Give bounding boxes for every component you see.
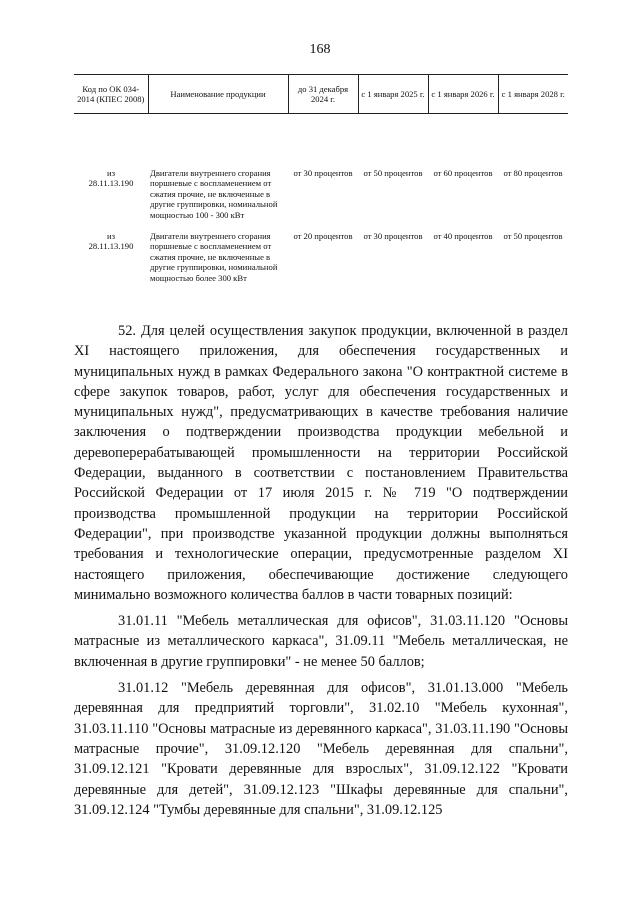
- row-code-cell: [74, 114, 148, 221]
- row-code: 28.11.13.190: [88, 178, 134, 189]
- paragraph-wooden-furniture: 31.01.12 "Мебель деревянная для офисов", 31.01.13.000 "Мебель деревянная для предприятий торговли", 31.02.10 "Мебель кухонная", 31.03.11.110 "Основы матрасные из деревянного каркаса", 31.03.11.190 "Основы матрасные прочие", 31.09.12.120 "Мебель деревянная для спальни", 31.09.12.121 "Кровати деревянные для взрослых", 31.09.12.122 "Кровати деревянные для детей", 31.09.12.123 "Шкафы деревянные для спальни", 31.09.12.124 "Тумбы деревянные для спальни", 31.09.12.125: [74, 680, 568, 818]
- row-value-2025: от 30 процентов: [363, 231, 423, 242]
- paragraph-metal-furniture: 31.01.11 "Мебель металлическая для офисов", 31.03.11.120 "Основы матрасные из металлического каркаса", 31.09.11 "Мебель металлическая, не включенная в другие группировки" - не менее 50 баллов;: [74, 613, 568, 670]
- row-value-2028: от 50 процентов: [503, 231, 563, 242]
- paragraph-52: 52. Для целей осуществления закупок продукции, включенной в раздел XI настоящего приложения, для обеспечения государственных и муниципальных нужд в рамках Федерального закона "О контрактной системе в сфере закупок товаров, работ, услуг для обеспечения государственных и муниципальных нужд", предусматривающих в качестве требования наличие заключения о подтверждении производства продукции мебельной и деревоперерабатывающей промышленности на территории Российской Федерации, выданного в соответствии с постановлением Правительства Российской Федерации от 17 июля 2015 г. № 719 "О подтверждении производства промышленной продукции на территории Российской Федерации", при производстве указанной продукции должны выполняться требования и технологические операции, предусмотренные разделом XI настоящего приложения, обеспечивающие достижение следующего минимально возможного количества баллов в части товарных позиций:: [74, 323, 568, 603]
- body-text: [74, 321, 568, 820]
- header-from-2026: с 1 января 2026 г.: [428, 75, 498, 114]
- header-until-2024: до 31 декабря 2024 г.: [288, 75, 358, 114]
- header-code: Код по ОК 034-2014 (КПЕС 2008): [74, 75, 148, 114]
- row-product-name: Двигатели внутреннего сгорания поршневые с воспламенением от сжатия прочие, не включенные в другие группировки, номинальной мощностью 100 - 300 кВт: [150, 168, 278, 220]
- row-product-name: Двигатели внутреннего сгорания поршневые с воспламенением от сжатия прочие, не включенные в другие группировки, номинальной мощностью более 300 кВт: [150, 231, 278, 283]
- header-from-2025: с 1 января 2025 г.: [358, 75, 428, 114]
- header-from-2028: с 1 января 2028 г.: [498, 75, 568, 114]
- row-value-2026: от 60 процентов: [433, 168, 493, 178]
- row-code-prefix: из: [107, 231, 115, 242]
- table-row: [74, 220, 568, 283]
- row-code: 28.11.13.190: [88, 241, 134, 252]
- table-row: [74, 114, 568, 221]
- row-value-2024: от 30 процентов: [293, 168, 353, 178]
- row-value-2024: от 20 процентов: [293, 231, 353, 242]
- header-product-name: Наименование продукции: [148, 75, 288, 114]
- page-number: 168: [309, 42, 331, 57]
- row-code-prefix: из: [107, 168, 115, 178]
- row-value-2026: от 40 процентов: [433, 231, 493, 242]
- requirements-table: [74, 74, 568, 283]
- table-header-row: [74, 75, 568, 114]
- row-value-2025: от 50 процентов: [363, 168, 423, 178]
- row-value-2028: от 80 процентов: [503, 168, 563, 178]
- row-code-cell: [74, 220, 148, 283]
